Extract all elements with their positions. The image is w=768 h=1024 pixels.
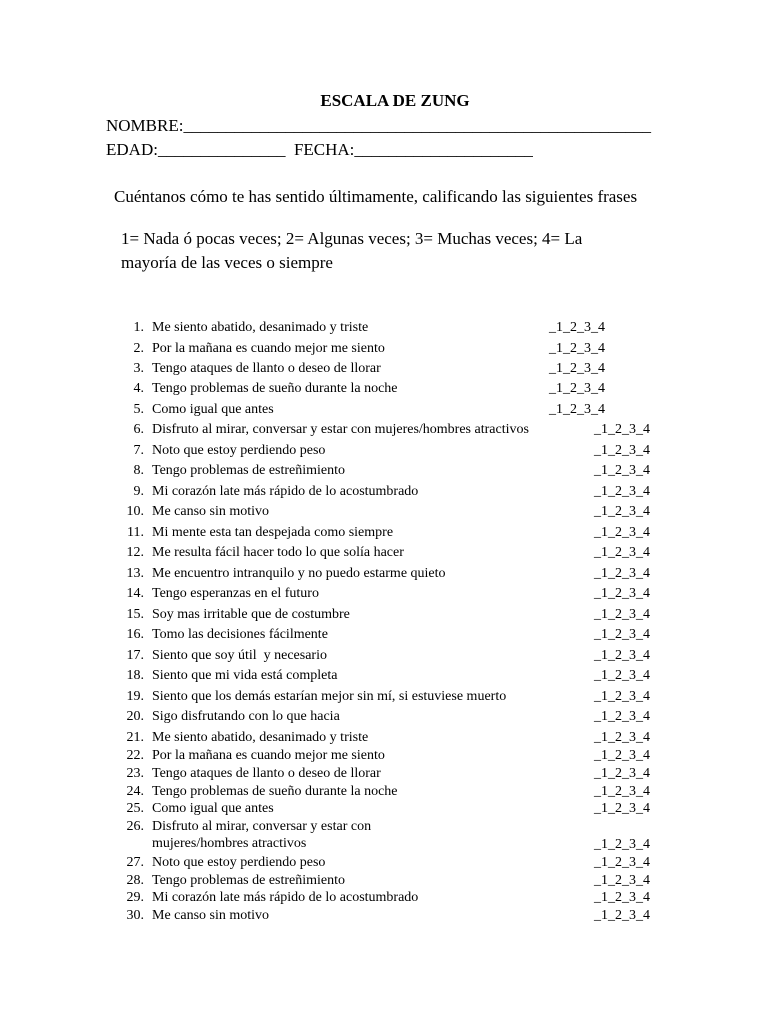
- item-number: 3.: [133, 361, 144, 376]
- rating-options[interactable]: _1_2_3_4: [594, 504, 650, 519]
- item-number: 26.: [126, 819, 144, 834]
- questionnaire-item: [133, 319, 605, 336]
- edad-fecha-fields[interactable]: EDAD:_______________ FECHA:_____________________: [106, 140, 533, 159]
- rating-options[interactable]: _1_2_3_4: [594, 463, 650, 478]
- item-number: 6.: [133, 422, 144, 437]
- questionnaire-item: [126, 647, 650, 664]
- questionnaire-item: [126, 747, 650, 764]
- rating-options[interactable]: _1_2_3_4: [594, 766, 650, 781]
- item-text: Tengo ataques de llanto o deseo de llorar: [152, 766, 381, 781]
- item-number: 18.: [126, 668, 144, 683]
- item-number: 17.: [126, 648, 144, 663]
- questionnaire-item: [126, 765, 650, 782]
- item-number: 8.: [133, 463, 144, 478]
- questionnaire-item: [126, 907, 650, 924]
- item-text: Me siento abatido, desanimado y triste: [152, 730, 369, 745]
- rating-options[interactable]: _1_2_3_4: [594, 837, 650, 852]
- item-number: 9.: [133, 484, 144, 499]
- item-number: 1.: [133, 320, 144, 335]
- item-number: 11.: [127, 525, 144, 540]
- questionnaire-item: [133, 340, 605, 357]
- questionnaire-item: [133, 380, 605, 397]
- rating-options[interactable]: _1_2_3_4: [549, 341, 605, 356]
- item-text: Me canso sin motivo: [152, 908, 270, 923]
- questionnaire-item: [126, 688, 650, 705]
- item-number: 2.: [133, 341, 144, 356]
- item-text: Siento que mi vida está completa: [152, 668, 338, 683]
- questionnaire-item: [126, 783, 650, 800]
- questionnaire-item: [126, 854, 650, 871]
- rating-options[interactable]: _1_2_3_4: [594, 443, 650, 458]
- item-text: Me canso sin motivo: [152, 504, 270, 519]
- item-text: Mi corazón late más rápido de lo acostumbrado: [152, 890, 419, 905]
- questionnaire-item: [127, 524, 650, 541]
- item-text: Por la mañana es cuando mejor me siento: [152, 341, 385, 356]
- questionnaire-item: [126, 872, 650, 889]
- item-text: Disfruto al mirar, conversar y estar con mujeres/hombres atractivos: [152, 422, 529, 437]
- questionnaire-item: [133, 421, 650, 438]
- item-number: 14.: [126, 586, 144, 601]
- rating-options[interactable]: _1_2_3_4: [594, 873, 650, 888]
- item-text: Tomo las decisiones fácilmente: [152, 627, 328, 642]
- item-text: Por la mañana es cuando mejor me siento: [152, 748, 385, 763]
- questionnaire-item: [133, 483, 650, 500]
- rating-options[interactable]: _1_2_3_4: [594, 627, 650, 642]
- questionnaire-item: [126, 889, 650, 906]
- item-text: Tengo problemas de estreñimiento: [152, 873, 346, 888]
- item-number: 16.: [126, 627, 144, 642]
- item-text: Me encuentro intranquilo y no puedo estarme quieto: [152, 566, 446, 581]
- intro-text: Cuéntanos cómo te has sentido últimamente, calificando las siguientes frases: [114, 187, 638, 206]
- rating-options[interactable]: _1_2_3_4: [594, 748, 650, 763]
- item-text: Tengo problemas de sueño durante la noche: [152, 784, 398, 799]
- questionnaire-item: [126, 729, 650, 746]
- item-text: Como igual que antes: [152, 801, 274, 816]
- questionnaire-item: [126, 708, 650, 725]
- item-text: Noto que estoy perdiendo peso: [152, 855, 326, 870]
- rating-options[interactable]: _1_2_3_4: [549, 361, 605, 376]
- item-text: Siento que los demás estarían mejor sin mí, si estuviese muerto: [152, 689, 507, 704]
- questionnaire-item: [133, 462, 650, 479]
- item-text: Me resulta fácil hacer todo lo que solía hacer: [152, 545, 404, 560]
- page-title: ESCALA DE ZUNG: [320, 91, 470, 110]
- item-text: Disfruto al mirar, conversar y estar con mujeres/hombres atractivos: [152, 819, 372, 851]
- questionnaire-item: [126, 800, 650, 817]
- item-text: Como igual que antes: [152, 402, 274, 417]
- item-number: 13.: [126, 566, 144, 581]
- questionnaire-item: [126, 606, 650, 623]
- item-number: 29.: [126, 890, 144, 905]
- questionnaire-item: [133, 442, 650, 459]
- questionnaire-item: [126, 818, 650, 852]
- rating-options[interactable]: _1_2_3_4: [594, 730, 650, 745]
- item-text: Sigo disfrutando con lo que hacia: [152, 709, 340, 724]
- rating-options[interactable]: _1_2_3_4: [594, 689, 650, 704]
- item-text: Tengo esperanzas en el futuro: [152, 586, 319, 601]
- item-text: Tengo problemas de sueño durante la noche: [152, 381, 398, 396]
- rating-options[interactable]: _1_2_3_4: [594, 908, 650, 923]
- rating-options[interactable]: _1_2_3_4: [594, 668, 650, 683]
- item-number: 7.: [133, 443, 144, 458]
- rating-options[interactable]: _1_2_3_4: [594, 784, 650, 799]
- item-number: 24.: [126, 784, 144, 799]
- item-number: 5.: [133, 402, 144, 417]
- item-number: 10.: [126, 504, 144, 519]
- questionnaire-item: [126, 626, 650, 643]
- item-number: 23.: [126, 766, 144, 781]
- rating-options[interactable]: _1_2_3_4: [594, 422, 650, 437]
- questionnaire-item: [126, 667, 650, 684]
- item-text: Siento que soy útil y necesario: [152, 648, 327, 663]
- rating-options[interactable]: _1_2_3_4: [594, 566, 650, 581]
- item-number: 19.: [126, 689, 144, 704]
- questionnaire-item: [126, 544, 650, 561]
- item-number: 20.: [126, 709, 144, 724]
- item-text: Me siento abatido, desanimado y triste: [152, 320, 369, 335]
- item-text: Noto que estoy perdiendo peso: [152, 443, 326, 458]
- questionnaire-item: [126, 503, 650, 520]
- item-text: Soy mas irritable que de costumbre: [152, 607, 350, 622]
- rating-options[interactable]: _1_2_3_4: [594, 525, 650, 540]
- scale-legend: 1= Nada ó pocas veces; 2= Algunas veces; 3= Muchas veces; 4= La mayoría de las veces o siempre: [121, 229, 583, 272]
- questionnaire-item: [126, 565, 650, 582]
- questionnaire-item: [133, 401, 605, 418]
- item-text: Mi mente esta tan despejada como siempre: [152, 525, 394, 540]
- item-number: 27.: [126, 855, 144, 870]
- rating-options[interactable]: _1_2_3_4: [594, 855, 650, 870]
- item-number: 15.: [126, 607, 144, 622]
- rating-options[interactable]: _1_2_3_4: [549, 402, 605, 417]
- rating-options[interactable]: _1_2_3_4: [594, 545, 650, 560]
- nombre-field[interactable]: NOMBRE:_______________________________________________________: [106, 116, 651, 135]
- item-text: Tengo ataques de llanto o deseo de llorar: [152, 361, 381, 376]
- item-number: 28.: [126, 873, 144, 888]
- rating-options[interactable]: _1_2_3_4: [594, 586, 650, 601]
- item-number: 25.: [126, 801, 144, 816]
- item-number: 4.: [133, 381, 144, 396]
- rating-options[interactable]: _1_2_3_4: [594, 801, 650, 816]
- questionnaire-item: [126, 585, 650, 602]
- item-number: 30.: [126, 908, 144, 923]
- rating-options[interactable]: _1_2_3_4: [594, 709, 650, 724]
- item-number: 22.: [126, 748, 144, 763]
- item-number: 21.: [126, 730, 144, 745]
- questionnaire-item: [133, 360, 605, 377]
- rating-options[interactable]: _1_2_3_4: [549, 381, 605, 396]
- rating-options[interactable]: _1_2_3_4: [594, 648, 650, 663]
- rating-options[interactable]: _1_2_3_4: [594, 607, 650, 622]
- rating-options[interactable]: _1_2_3_4: [594, 484, 650, 499]
- item-text: Tengo problemas de estreñimiento: [152, 463, 346, 478]
- rating-options[interactable]: _1_2_3_4: [549, 320, 605, 335]
- item-number: 12.: [126, 545, 144, 560]
- rating-options[interactable]: _1_2_3_4: [594, 890, 650, 905]
- item-text: Mi corazón late más rápido de lo acostumbrado: [152, 484, 419, 499]
